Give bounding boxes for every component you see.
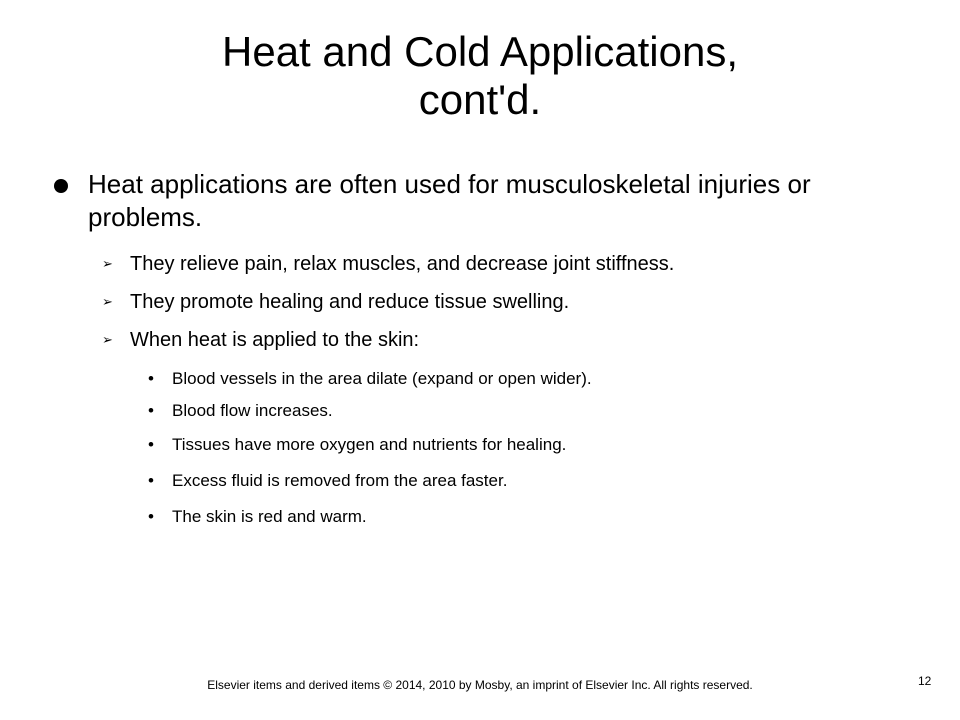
sub-bullet [102,289,870,315]
dot-bullet-icon: • [148,507,154,526]
dot-bullet-icon: • [148,435,154,454]
arrow-bullet-icon: ➢ [102,332,113,347]
sub-bullet-text: They promote healing and reduce tissue swelling. [130,291,570,313]
main-bullet-text: Heat applications are often used for musculoskeletal injuries or problems. [88,169,811,232]
sub-bullet-text: When heat is applied to the skin: [130,329,420,351]
sub-sub-bullet-text: Blood vessels in the area dilate (expand or open wider). [172,369,592,388]
title-line-2: cont'd. [418,76,542,123]
sub-sub-bullet [148,506,872,528]
dot-bullet-icon: • [148,471,154,490]
sub-sub-bullet [148,400,872,422]
bullet-dot-icon [54,179,68,193]
title-line-1: Heat and Cold Applications, [222,28,738,75]
dot-bullet-icon: • [148,401,154,420]
sub-bullet [102,251,870,277]
page-number: 12 [918,674,932,688]
slide-title [100,28,860,124]
sub-sub-bullet [148,368,872,390]
copyright-footer: Elsevier items and derived items © 2014, 2010 by Mosby, an imprint of Elsevier Inc. All rights reserved. [207,678,753,692]
sub-sub-bullet-text: Blood flow increases. [172,401,333,420]
main-bullet [88,168,868,234]
dot-bullet-icon: • [148,369,154,388]
sub-sub-bullet [148,470,872,492]
arrow-bullet-icon: ➢ [102,256,113,271]
sub-sub-bullet [148,434,872,456]
sub-sub-bullet-text: Excess fluid is removed from the area faster. [172,471,508,490]
sub-sub-bullet-text: The skin is red and warm. [172,507,367,526]
sub-bullet [102,327,870,353]
arrow-bullet-icon: ➢ [102,294,113,309]
sub-bullet-text: They relieve pain, relax muscles, and decrease joint stiffness. [130,253,675,275]
sub-sub-bullet-text: Tissues have more oxygen and nutrients for healing. [172,435,567,454]
